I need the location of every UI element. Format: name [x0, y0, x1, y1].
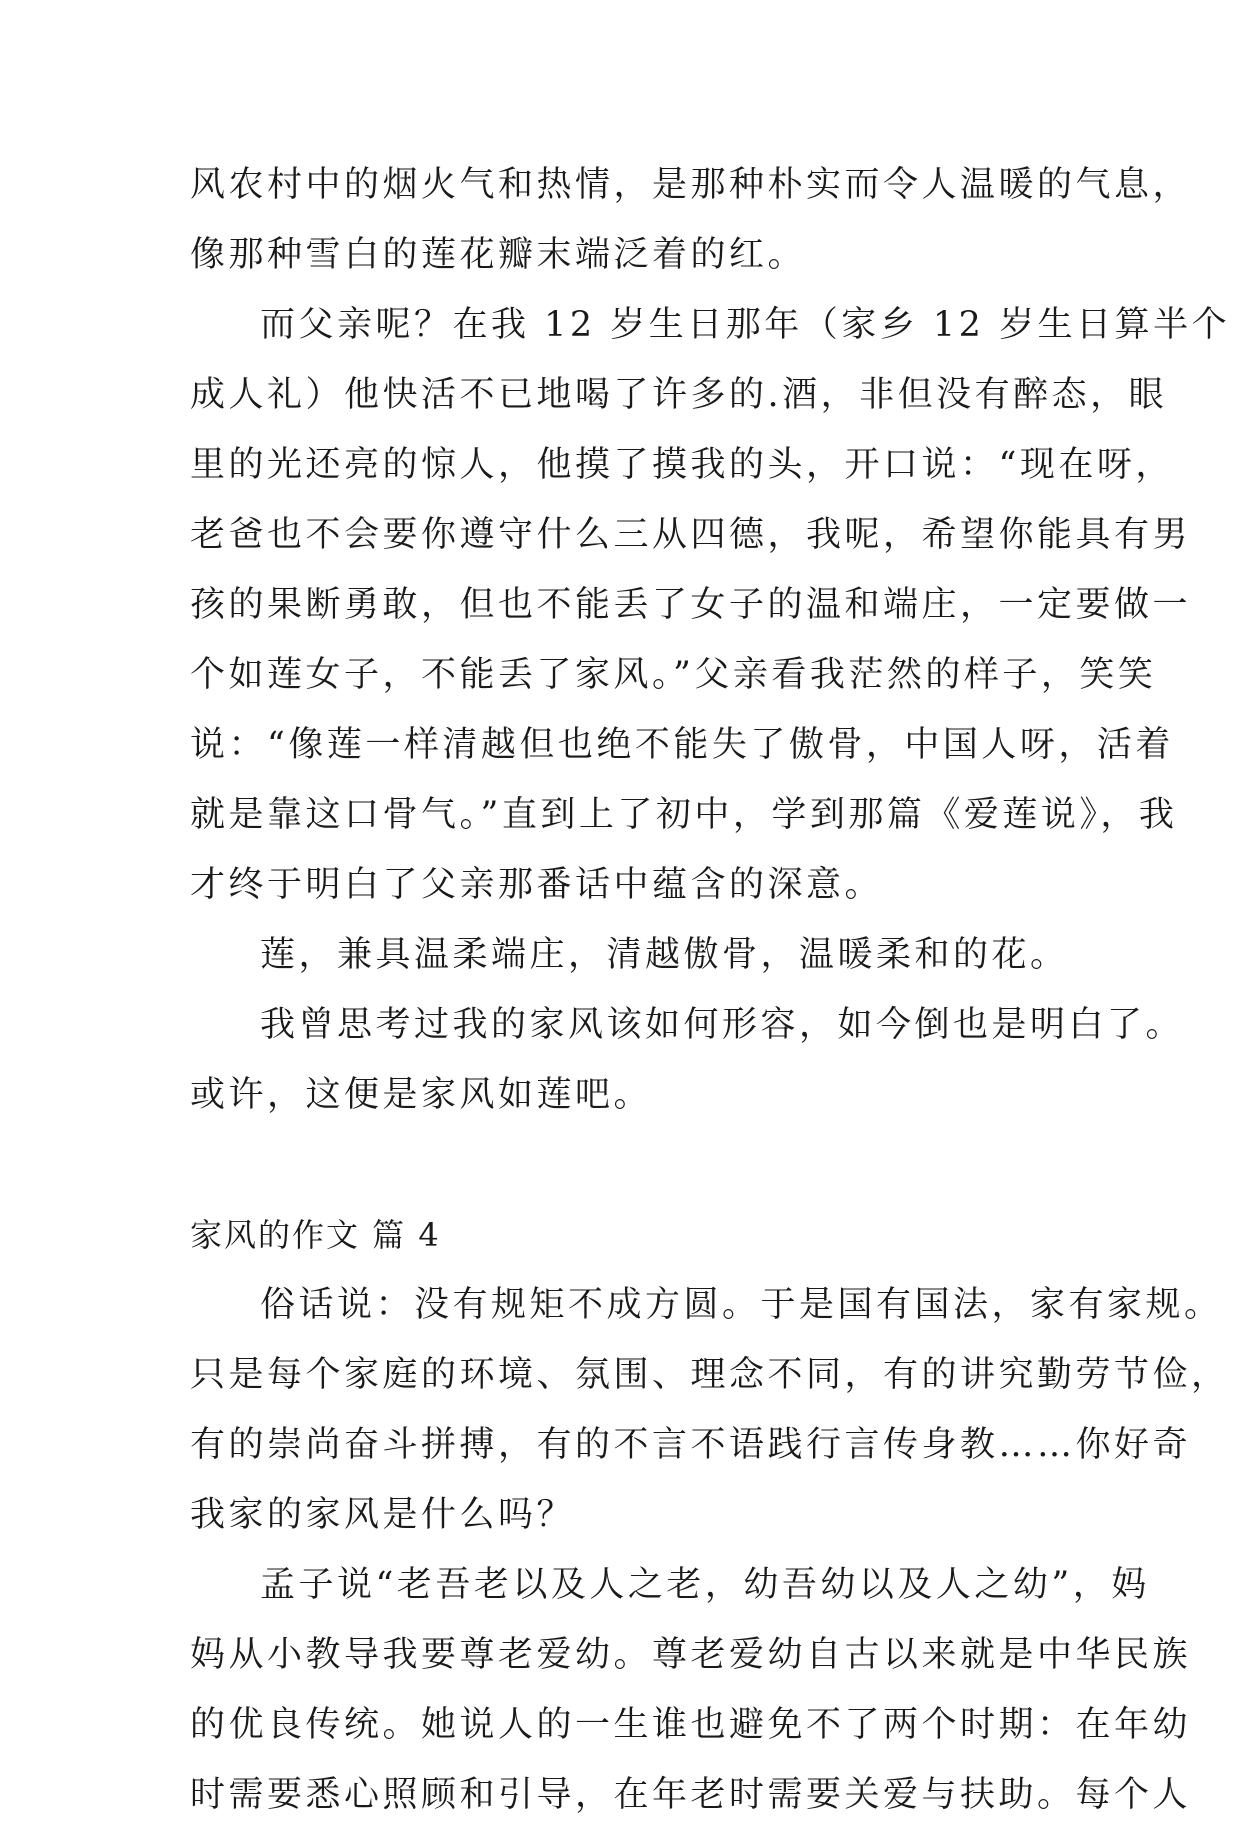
paragraph-line: 只是每个家庭的环境、氛围、理念不同，有的讲究勤劳节俭，: [190, 1355, 1230, 1395]
paragraph-line: 风农村中的烟火气和热情，是那种朴实而令人温暖的气息，: [190, 165, 1192, 205]
paragraph-line: 里的光还亮的惊人，他摸了摸我的头，开口说：“现在呀，: [190, 445, 1174, 485]
paragraph-line: 说：“像莲一样清越但也绝不能失了傲骨，中国人呀，活着: [190, 725, 1174, 765]
paragraph-line: 有的崇尚奋斗拼搏，有的不言不语践行言传身教……你好奇: [190, 1425, 1192, 1465]
paragraph-line: 像那种雪白的莲花瓣末端泛着的红。: [190, 235, 807, 275]
paragraph-line: 孟子说“老吾老以及人之老，幼吾幼以及人之幼”，妈: [260, 1565, 1150, 1605]
paragraph-line: 老爸也不会要你遵守什么三从四德，我呢，希望你能具有男: [190, 515, 1192, 555]
document-page: [190, 150, 1231, 1830]
paragraph-line: 莲，兼具温柔端庄，清越傲骨，温暖柔和的花。: [260, 935, 1069, 975]
paragraph-line: 而父亲呢？在我 12 岁生日那年（家乡 12 岁生日算半个: [260, 305, 1231, 345]
paragraph-line: 孩的果断勇敢，但也不能丢了女子的温和端庄，一定要做一: [190, 585, 1192, 625]
paragraph-line: 的优良传统。她说人的一生谁也避免不了两个时期：在年幼: [190, 1705, 1192, 1745]
section-gap: [190, 1130, 1070, 1200]
paragraph-line: 或许，这便是家风如莲吧。: [190, 1075, 653, 1115]
paragraph-line: 才终于明白了父亲那番话中蕴含的深意。: [190, 865, 884, 905]
paragraph-line: 我曾思考过我的家风该如何形容，如今倒也是明白了。: [260, 1005, 1185, 1045]
paragraph-line: 俗话说：没有规矩不成方圆。于是国有国法，家有家规。: [260, 1285, 1223, 1325]
paragraph-line: 时需要悉心照顾和引导，在年老时需要关爱与扶助。每个人: [190, 1775, 1192, 1815]
paragraph-line: 成人礼）他快活不已地喝了许多的.酒，非但没有醉态，眼: [190, 375, 1168, 415]
paragraph-line: 就是靠这口骨气。”直到上了初中，学到那篇《爱莲说》，我: [190, 795, 1178, 835]
paragraph-line: 妈从小教导我要尊老爱幼。尊老爱幼自古以来就是中华民族: [190, 1635, 1192, 1675]
paragraph-line: 我家的家风是什么吗？: [190, 1495, 576, 1535]
paragraph-line: 个如莲女子，不能丢了家风。”父亲看我茫然的样子，笑笑: [190, 655, 1157, 695]
section-heading: 家风的作文 篇 4: [190, 1216, 441, 1254]
